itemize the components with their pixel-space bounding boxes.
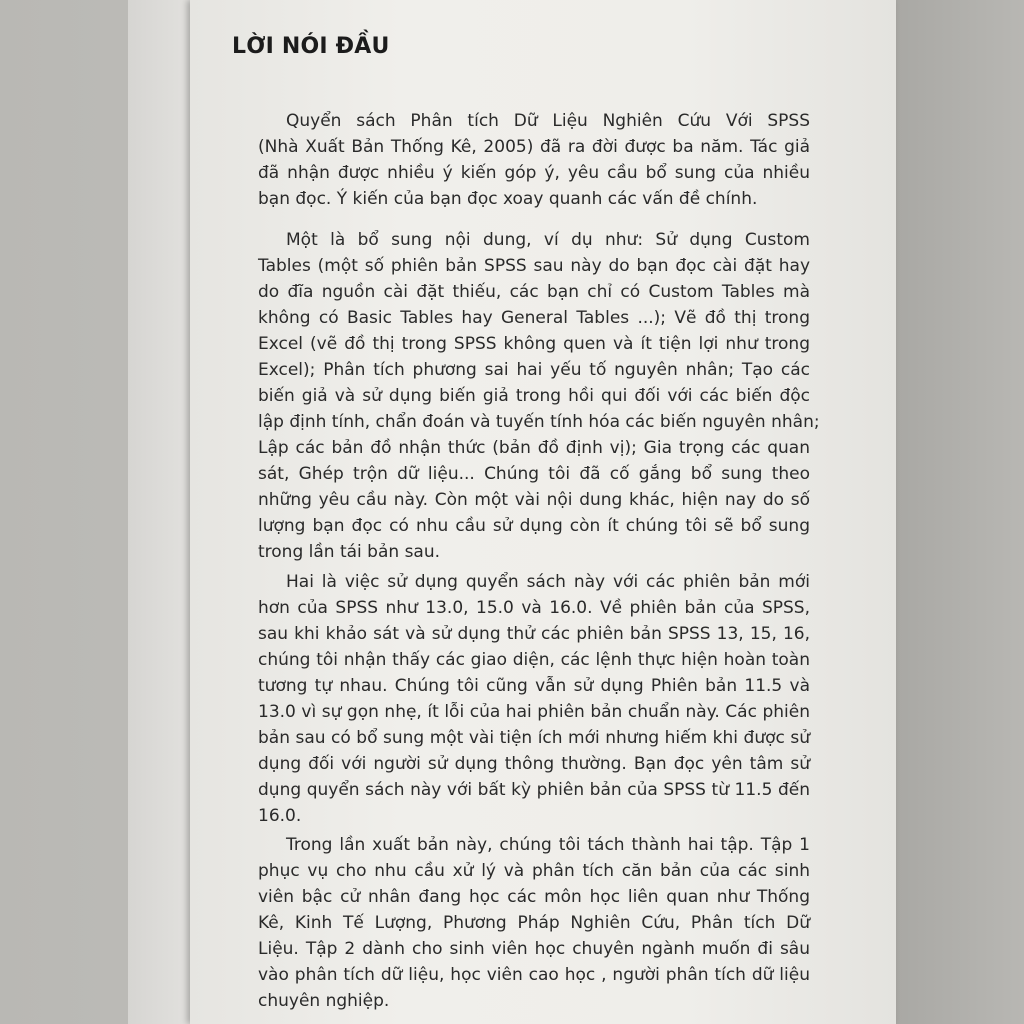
text-line: Trong lần xuất bản này, chúng tôi tách thành hai tập. Tập 1 [286,835,810,855]
text-line: (Nhà Xuất Bản Thống Kê, 2005) đã ra đời được ba năm. Tác giả [258,137,810,157]
paragraph-3 [258,569,810,829]
text-line: chuyên nghiệp. [258,991,390,1011]
text-line: biến giả và sử dụng biến giả trong hồi qui đối với các biến độc [258,386,810,406]
text-line: do đĩa nguồn cài đặt thiếu, các bạn chỉ có Custom Tables mà [258,282,810,302]
text-line: dụng đối với người sử dụng thông thường. Bạn đọc yên tâm sử [258,754,810,774]
text-line: lượng bạn đọc có nhu cầu sử dụng còn ít chúng tôi sẽ bổ sung [258,516,810,536]
text-line: Một là bổ sung nội dung, ví dụ như: Sử dụng Custom [286,230,810,250]
text-line: Hai là việc sử dụng quyển sách này với các phiên bản mới [286,572,810,592]
text-line: phục vụ cho nhu cầu xử lý và phân tích căn bản của các sinh [258,861,810,881]
text-line: lập định tính, chẩn đoán và tuyến tính hóa các biến nguyên nhân; [258,412,820,432]
text-line: đã nhận được nhiều ý kiến góp ý, yêu cầu bổ sung của nhiều [258,163,810,183]
background-right [896,0,1024,1024]
text-line: Quyển sách Phân tích Dữ Liệu Nghiên Cứu Với SPSS [286,111,810,131]
text-line: Excel (vẽ đồ thị trong SPSS không quen và ít tiện lợi như trong [258,334,810,354]
text-line: không có Basic Tables hay General Tables ...); Vẽ đồ thị trong [258,308,810,328]
text-line: 13.0 vì sự gọn nhẹ, ít lỗi của hai phiên bản chuẩn này. Các phiên [258,702,810,722]
paragraph-2 [258,227,820,565]
page-heading: LỜI NÓI ĐẦU [232,34,390,59]
text-line: trong lần tái bản sau. [258,542,441,562]
paragraph-4 [258,832,810,1014]
text-line: sau khi khảo sát và sử dụng thử các phiên bản SPSS 13, 15, 16, [258,624,810,644]
text-line: Kê, Kinh Tế Lượng, Phương Pháp Nghiên Cứu, Phân tích Dữ [258,913,810,933]
text-line: Excel); Phân tích phương sai hai yếu tố nguyên nhân; Tạo các [258,360,810,380]
text-line: chúng tôi nhận thấy các giao diện, các lệnh thực hiện hoàn toàn [258,650,810,670]
text-line: bản sau có bổ sung một vài tiện ích mới nhưng hiếm khi được sử [258,728,810,748]
text-line: 16.0. [258,806,302,826]
text-line: hơn của SPSS như 13.0, 15.0 và 16.0. Về phiên bản của SPSS, [258,598,810,618]
previous-page-edge [128,0,192,1024]
text-line: vào phân tích dữ liệu, học viên cao học , người phân tích dữ liệu [258,965,810,985]
text-line: bạn đọc. Ý kiến của bạn đọc xoay quanh các vấn đề chính. [258,189,758,209]
text-line: Tables (một số phiên bản SPSS sau này do bạn đọc cài đặt hay [258,256,810,276]
text-line: sát, Ghép trộn dữ liệu... Chúng tôi đã cố gắng bổ sung theo [258,464,810,484]
text-line: Lập các bản đồ nhận thức (bản đồ định vị); Gia trọng các quan [258,438,810,458]
text-line: viên bậc cử nhân đang học các môn học liên quan như Thống [258,887,810,907]
text-line: Liệu. Tập 2 dành cho sinh viên học chuyên ngành muốn đi sâu [258,939,810,959]
text-line: tương tự nhau. Chúng tôi cũng vẫn sử dụng Phiên bản 11.5 và [258,676,810,696]
text-line: dụng quyển sách này với bất kỳ phiên bản của SPSS từ 11.5 đến [258,780,810,800]
text-line: những yêu cầu này. Còn một vài nội dung khác, hiện nay do số [258,490,810,510]
paragraph-1 [258,108,810,212]
